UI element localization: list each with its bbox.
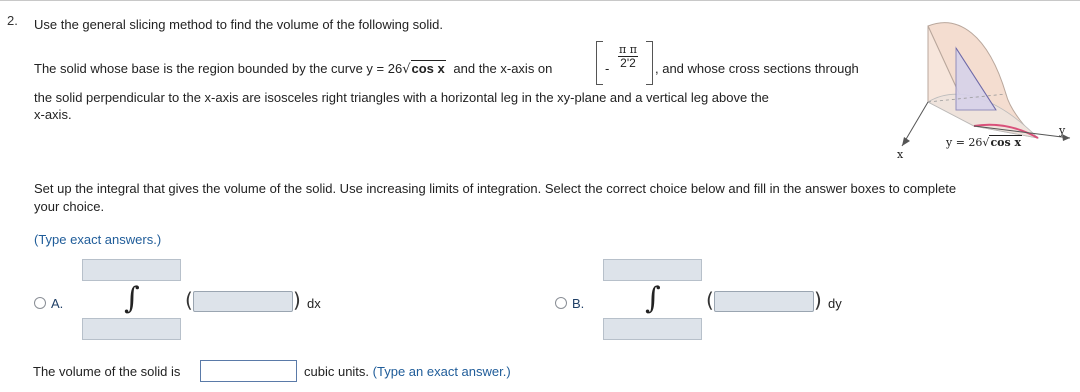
choice-b-open-paren: (: [706, 288, 714, 312]
volume-prefix: The volume of the solid is: [33, 364, 181, 379]
interval-bracket-right: [646, 41, 653, 85]
sqrt-icon: √: [402, 62, 411, 77]
setup-line-2: your choice.: [34, 199, 105, 214]
choice-a-label: A.: [51, 296, 64, 311]
interval-denominators: 2'2: [620, 56, 636, 70]
volume-answer-input[interactable]: [200, 360, 297, 382]
interval-numerators: π π: [619, 43, 637, 56]
curve-label: [946, 136, 1022, 149]
description-line-2: the solid perpendicular to the x-axis are isosceles right triangles with a horizontal leg in the xy-plane and a vertical leg above the: [34, 90, 769, 105]
sqrt-expression: [402, 61, 446, 77]
choice-a-open-paren: (: [185, 288, 193, 312]
curve-label-sqrt: [982, 136, 1022, 149]
interval-bracket-left: [596, 41, 603, 85]
description-part-2: and the x-axis on: [453, 61, 553, 76]
top-divider: [0, 0, 1080, 1]
choice-a-integral-sign: ∫: [124, 281, 140, 316]
choice-b-upper-limit-input[interactable]: [603, 259, 702, 281]
choice-a-close-paren: ): [293, 288, 301, 312]
choice-a-differential: dx: [307, 296, 321, 311]
choice-b-integrand-input[interactable]: [714, 291, 814, 312]
sqrt-icon: √: [982, 136, 990, 149]
choice-a-integrand-input[interactable]: [193, 291, 293, 312]
choice-a-upper-limit-input[interactable]: [82, 259, 181, 281]
choice-b-lower-limit-input[interactable]: [603, 318, 702, 340]
x-axis-label: x: [897, 148, 904, 161]
choice-a-lower-limit-input[interactable]: [82, 318, 181, 340]
choice-b-integral-sign: ∫: [645, 281, 661, 316]
choice-b-close-paren: ): [814, 288, 822, 312]
choice-b-radio[interactable]: [555, 297, 567, 309]
curve-label-prefix: y = 26: [946, 136, 983, 149]
choice-b-label: B.: [572, 296, 585, 311]
interval-fraction: [618, 44, 638, 69]
question-prompt: Use the general slicing method to find the volume of the following solid.: [34, 17, 444, 32]
setup-hint: (Type exact answers.): [34, 232, 162, 247]
description-part-1: The solid whose base is the region bounded by the curve y = 26: [34, 61, 403, 76]
interval-minus: -: [605, 61, 610, 76]
x-axis-arrow-icon: [902, 137, 910, 146]
volume-suffix: [304, 364, 511, 379]
volume-units: cubic units.: [304, 364, 370, 379]
volume-hint: (Type an exact answer.): [372, 364, 511, 379]
description-line-3: x-axis.: [34, 107, 72, 122]
curve-label-sqrt-arg: cos x: [990, 136, 1022, 149]
description-line-1: [34, 61, 552, 77]
y-axis-label: y: [1059, 124, 1066, 137]
question-number: 2.: [7, 13, 18, 28]
choice-b-differential: dy: [828, 296, 842, 311]
setup-line-1: Set up the integral that gives the volume of the solid. Use increasing limits of integration. Select the correct choice below and fill in the answer boxes to complete: [34, 181, 957, 196]
sqrt-argument: cos x: [411, 61, 445, 76]
description-part-3: , and whose cross sections through: [655, 61, 859, 76]
choice-a-radio[interactable]: [34, 297, 46, 309]
